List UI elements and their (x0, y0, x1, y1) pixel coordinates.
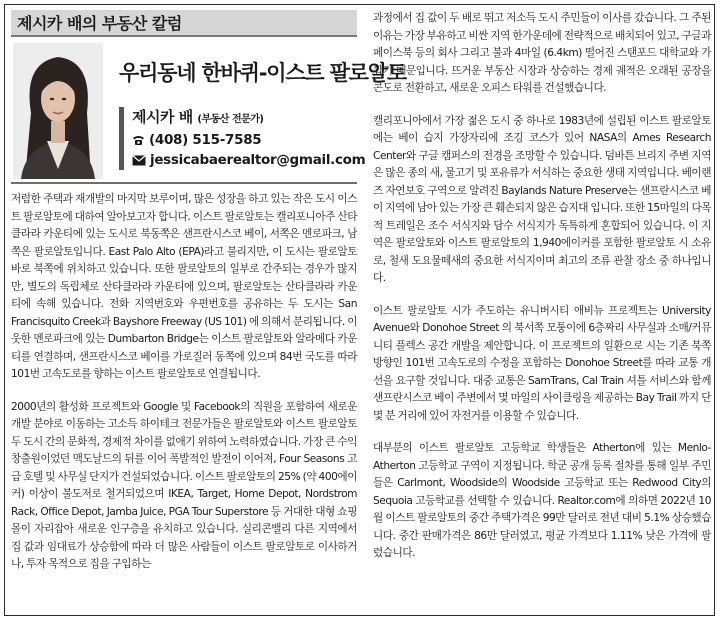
phone-number: (408) 515-7585 (149, 132, 262, 148)
paragraph-1: 저렴한 주택과 재개발의 마지막 보루이며, 많은 성장을 하고 있는 작은 도시 이스트 팔로알토에 대하여 알아보고자 합니다. 이스트 팔로알토는 캘리포니아주 산타클라라 카운티에 있는 도시로 북동쪽은 샌프란시스코 베이, 서쪽은 멘로파크, 남쪽은 팔로알토입니다. East Palo Alto (EPA)라고 불리지만, 이 도시는 팔로알토 바로 북쪽에 위치하고 있습니다. 또한 팔로알토의 일부로 간주되는 경우가 많지만, 별도의 독립체로 산타클라라 카운티에 있으며, 팔로알토는 산타클라라 카운티에 속해 있습니다. 전화 지역번호와 우편번호를 공유하는 두 도시는 San Francisquito Creek과 Bayshore Freeway (US 101) 에 의해서 분리됩니다. 이웃한 멘로파크에 있는 Dumbarton Bridge는 이스트 팔로알토와 알라메다 카운티를 연결하며, 샌프란시스코 베이를 가로질러 동쪽에 있으며 84번 국도를 따라 101번 고속도로를 향하는 이스트 팔로알토로 연결됩니다. (11, 193, 357, 380)
envelope-icon (132, 155, 146, 166)
author-name: 제시카 배 (132, 108, 193, 126)
column-article (4, 4, 715, 616)
author-title: (부동산 전문가) (197, 114, 264, 125)
paragraph-2: 2000년의 활성화 프로젝트와 Google 및 Facebook의 직원을 포함하여 새로운 개발 분야로 이동하는 고소득 하이테크 전문가들은 팔로알토와 이스트 팔로알토 두 도시 간의 문화적, 경제적 차이를 없애기 위하여 노력하였습니다. 가장 큰 수익 창출원이었던 맥도날드의 뒤를 이어 폭발적인 발전이 이어져, Four Seasons 고급 호텔 및 사무실 단지가 건설되었습니다. 이스트 팔로알토의 25% (약 400에이커) 이상이 불도저로 철거되었으며 IKEA, Target, Home Depot, Nordstrom Rack, Office Depot, Jamba Juice, PGA Tour Superstore 등 거대한 대형 쇼핑몰이 자리잡아 새로운 인구층을 유치하고 있습니다. 실리콘밸리 다른 지역에서 집 값과 임대료가 상승함에 따라 더 많은 사람들이 이스트 팔로알토로 이사하거나, 투자 목적으로 집을 구입하는 (11, 400, 357, 570)
left-body (11, 191, 357, 574)
column-label: 제시카 배의 부동산 칼럼 (17, 14, 182, 33)
author-info (119, 107, 365, 170)
email-address: jessicabaerealtor@gmail.com (150, 152, 366, 168)
email-line (132, 150, 365, 170)
paragraph-3: 과정에서 집 값이 두 배로 뛰고 저소득 도시 주민들이 이사를 갔습니다. 그 주된 이유는 가장 부유하고 비싼 지역 한가운데에 전략적으로 배치되어 있고, 구글과 페이스북 등의 회사 그리고 불과 4마일 (6.4km) 떨어진 스탠포드 대학교와 가깝기 때문입니다. 뜨거운 부동산 시장과 상승하는 경제 궤적은 오래된 공장을 콘도로 전환하고, 새로운 오피스 타워를 건설했습니다. (373, 12, 711, 94)
paragraph-4: 캘리포니아에서 가장 젊은 도시 중 하나로 1983년에 설립된 이스트 팔로알토에는 베이 습지 가장자리에 조깅 코스가 있어 NASA의 Ames Research Center와 구글 캠퍼스의 전경을 조망할 수 있습니다. 덤바튼 브리지 주변 지역은 많은 종의 새, 물고기 및 포유류가 서식하는 중요한 생태 지역입니다. 베이랜즈 자연보호 구역으로 알려진 Baylands Nature Preserve는 샌프란시스코 베이 지역에 남아 있는 가장 큰 훼손되지 않은 습지대 입니다. 또한 15마일의 다목적 트레일은 조수 서식지와 담수 서식지가 독특하게 혼합되어 있습니다. 이 지역은 팔로알토와 이스트 팔로알토의 1,940에이커를 포함한 팔로알토 시 소유로, 철새 도요물떼새의 중요한 서식지이며 최고의 조류 관찰 장소 중 하나입니다. (373, 114, 712, 284)
paragraph-6: 대부분의 이스트 팔로알토 고등학교 학생들은 Atherton에 있는 Menlo-Atherton 고등학교 구역이 지정됩니다. 학군 공개 등록 절차를 통해 일부 주민들은 Carlmont, Woodside의 Woodside 고등학교 또는 Redwood City의 Sequoia 고등학교를 선택할 수 있습니다. Realtor.com에 의하면 2022년 10월 이스트 팔로알토의 중간 주택가격은 99만 달러로 전년 대비 5.1% 상승했습니다. 중간 판매가격은 86만 달러였고, 평균 가격보다 1.11% 낮은 가격에 팔렸습니다. (373, 442, 711, 559)
phone-line (132, 130, 365, 150)
headline: 우리동네 한바퀴-이스트 팔로알토 (119, 61, 406, 85)
author-name-line (132, 107, 365, 130)
author-photo (13, 43, 103, 179)
author-box (11, 37, 406, 184)
column-label-band (11, 10, 357, 37)
right-column (373, 10, 711, 563)
phone-icon (132, 134, 145, 146)
paragraph-5: 이스트 팔로알토 시가 주도하는 유니버시티 애비뉴 프로젝트는 University Avenue와 Donohoe Street 의 북서쪽 모퉁이에 6층짜리 사무실과 소매/커뮤니티 플렉스 공간 개발을 제안합니다. 이 프로젝트의 일환으로 시는 기존 북쪽 방향인 101번 고속도로의 수정을 포함하는 Donohoe Street를 따라 교통 개선을 요구할 것입니다. 대중 교통은 SamTrans, Cal Train 셔틀 서비스와 함께 샌프란시스코 베이 주변에서 몇 마일의 사이클링을 제공하는 Bay Trail 까지 단 몇 분 거리에 있어 자전거를 이용할 수 있습니다. (373, 304, 711, 422)
left-column (11, 10, 406, 574)
